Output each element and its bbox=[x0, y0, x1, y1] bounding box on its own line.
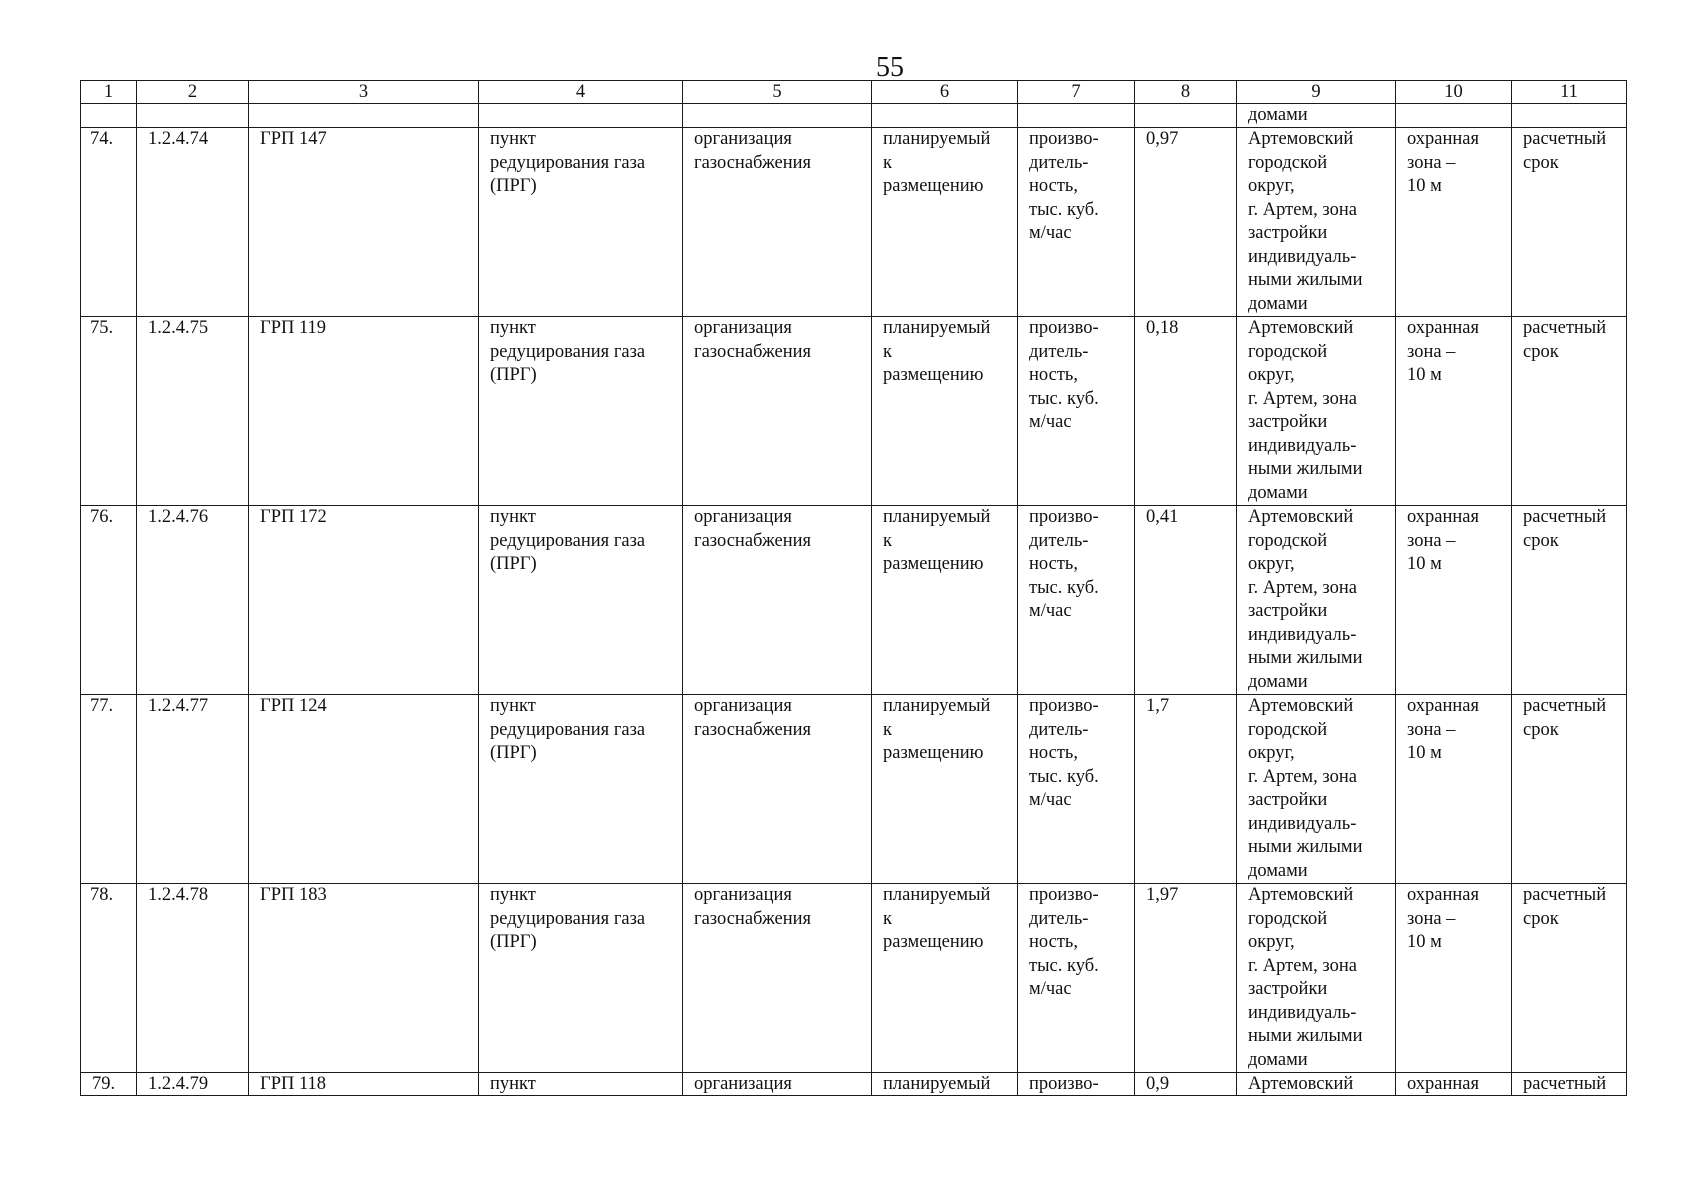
location-line: домами bbox=[1248, 482, 1308, 503]
protection-zone-line: зона – bbox=[1407, 530, 1456, 551]
location-line: ными жилыми bbox=[1248, 837, 1363, 857]
row-number: 74. bbox=[81, 128, 137, 317]
organization bbox=[683, 884, 872, 1073]
object-name: ГРП 147 bbox=[249, 128, 479, 317]
protection-zone-line: охранная bbox=[1407, 318, 1480, 338]
parameter-line: ность, bbox=[1029, 365, 1078, 385]
location-line: ными жилыми bbox=[1248, 648, 1363, 668]
parameter-line: м/час bbox=[1029, 790, 1072, 810]
object-code: 1.2.4.79 bbox=[137, 1073, 249, 1096]
column-number: 6 bbox=[872, 81, 1018, 104]
parameter-line: м/час bbox=[1029, 223, 1072, 243]
empty-cell bbox=[81, 104, 137, 128]
location-line: Артемовский bbox=[1248, 129, 1354, 149]
parameter-line: дитель- bbox=[1029, 530, 1089, 551]
protection-zone-line: охранная bbox=[1407, 696, 1480, 716]
status: планируемый bbox=[872, 1073, 1018, 1096]
location-line: городской bbox=[1248, 152, 1328, 173]
continuation-row bbox=[81, 104, 1627, 128]
protection-zone: охранная bbox=[1396, 1073, 1512, 1096]
table-row bbox=[81, 128, 1627, 317]
parameter-line: ность, bbox=[1029, 176, 1078, 196]
object-type-line: пункт bbox=[490, 696, 536, 716]
object-code: 1.2.4.76 bbox=[137, 506, 249, 695]
location-line: застройки bbox=[1248, 790, 1328, 810]
parameter-line: м/час bbox=[1029, 412, 1072, 432]
parameter-line: дитель- bbox=[1029, 341, 1089, 362]
parameter-line: дитель- bbox=[1029, 152, 1089, 173]
location-line: домами bbox=[1248, 860, 1308, 881]
location-line: застройки bbox=[1248, 412, 1328, 432]
parameter bbox=[1018, 884, 1135, 1073]
organization-line: газоснабжения bbox=[694, 152, 812, 173]
object-type-line: редуцирования газа bbox=[490, 341, 646, 362]
location-line: г. Артем, зона bbox=[1248, 388, 1357, 409]
organization-line: организация bbox=[694, 318, 792, 338]
location-line: городской bbox=[1248, 530, 1328, 551]
protection-zone-line: 10 м bbox=[1407, 365, 1442, 385]
object-code: 1.2.4.78 bbox=[137, 884, 249, 1073]
object-type-line: редуцирования газа bbox=[490, 152, 646, 173]
object-name: ГРП 124 bbox=[249, 695, 479, 884]
empty-cell bbox=[1018, 104, 1135, 128]
protection-zone bbox=[1396, 317, 1512, 506]
parameter-line: произво- bbox=[1029, 318, 1099, 338]
location-line: Артемовский bbox=[1248, 885, 1354, 905]
row-number: 75. bbox=[81, 317, 137, 506]
object-code: 1.2.4.77 bbox=[137, 695, 249, 884]
location-line: г. Артем, зона bbox=[1248, 199, 1357, 220]
status-line: к bbox=[883, 530, 892, 551]
location bbox=[1237, 695, 1396, 884]
protection-zone-line: охранная bbox=[1407, 507, 1480, 527]
status bbox=[872, 128, 1018, 317]
empty-cell bbox=[249, 104, 479, 128]
organization-line: организация bbox=[694, 129, 792, 149]
parameter bbox=[1018, 317, 1135, 506]
column-number: 1 bbox=[81, 81, 137, 104]
row-number: 78. bbox=[81, 884, 137, 1073]
object-type-line: (ПРГ) bbox=[490, 743, 537, 763]
table-row bbox=[81, 506, 1627, 695]
organization bbox=[683, 317, 872, 506]
object-type: пункт bbox=[479, 1073, 683, 1096]
object-type bbox=[479, 317, 683, 506]
column-number-row bbox=[81, 81, 1627, 104]
location-line: городской bbox=[1248, 908, 1328, 929]
status bbox=[872, 506, 1018, 695]
location bbox=[1237, 506, 1396, 695]
term-line: расчетный bbox=[1523, 129, 1607, 149]
column-number: 5 bbox=[683, 81, 872, 104]
object-type bbox=[479, 128, 683, 317]
parameter-value: 0,9 bbox=[1135, 1073, 1237, 1096]
term-line: расчетный bbox=[1523, 885, 1607, 905]
column-number: 7 bbox=[1018, 81, 1135, 104]
term bbox=[1512, 506, 1627, 695]
status bbox=[872, 317, 1018, 506]
object-type-line: (ПРГ) bbox=[490, 554, 537, 574]
location-line: застройки bbox=[1248, 223, 1328, 243]
term-line: расчетный bbox=[1523, 318, 1607, 338]
term-line: срок bbox=[1523, 152, 1559, 173]
parameter-line: дитель- bbox=[1029, 908, 1089, 929]
location-line: округ, bbox=[1248, 554, 1295, 574]
location-line: индивидуаль- bbox=[1248, 246, 1357, 267]
parameter-line: дитель- bbox=[1029, 719, 1089, 740]
location-line: округ, bbox=[1248, 743, 1295, 763]
status-line: размещению bbox=[883, 932, 984, 952]
protection-zone-line: 10 м bbox=[1407, 743, 1442, 763]
object-type-line: редуцирования газа bbox=[490, 719, 646, 740]
location-line: городской bbox=[1248, 719, 1328, 740]
parameter-value: 0,41 bbox=[1135, 506, 1237, 695]
parameter-line: тыс. куб. bbox=[1029, 577, 1099, 598]
table-row bbox=[81, 884, 1627, 1073]
object-type-line: (ПРГ) bbox=[490, 365, 537, 385]
object-type-line: (ПРГ) bbox=[490, 932, 537, 952]
object-name: ГРП 172 bbox=[249, 506, 479, 695]
location-line: ными жилыми bbox=[1248, 270, 1363, 290]
column-number: 2 bbox=[137, 81, 249, 104]
parameter-value: 1,7 bbox=[1135, 695, 1237, 884]
term-line: срок bbox=[1523, 908, 1559, 929]
organization-line: газоснабжения bbox=[694, 530, 812, 551]
object-name: ГРП 183 bbox=[249, 884, 479, 1073]
term: расчетный bbox=[1512, 1073, 1627, 1096]
location-line: г. Артем, зона bbox=[1248, 577, 1357, 598]
parameter-line: тыс. куб. bbox=[1029, 766, 1099, 787]
object-type-line: пункт bbox=[490, 318, 536, 338]
parameter-value: 0,18 bbox=[1135, 317, 1237, 506]
protection-zone-line: зона – bbox=[1407, 719, 1456, 740]
location-line: застройки bbox=[1248, 601, 1328, 621]
parameter bbox=[1018, 506, 1135, 695]
status-line: к bbox=[883, 719, 892, 740]
status bbox=[872, 695, 1018, 884]
parameter-line: тыс. куб. bbox=[1029, 199, 1099, 220]
location-line: ными жилыми bbox=[1248, 1026, 1363, 1046]
parameter-line: ность, bbox=[1029, 554, 1078, 574]
continuation-location: домами bbox=[1237, 104, 1396, 128]
status-line: размещению bbox=[883, 554, 984, 574]
empty-cell bbox=[137, 104, 249, 128]
object-name: ГРП 118 bbox=[249, 1073, 479, 1096]
status-line: к bbox=[883, 341, 892, 362]
protection-zone bbox=[1396, 884, 1512, 1073]
location bbox=[1237, 317, 1396, 506]
table-row bbox=[81, 1073, 1627, 1096]
organization-line: организация bbox=[694, 696, 792, 716]
parameter-line: ность, bbox=[1029, 743, 1078, 763]
parameter-value: 0,97 bbox=[1135, 128, 1237, 317]
status-line: к bbox=[883, 152, 892, 173]
protection-zone-line: зона – bbox=[1407, 341, 1456, 362]
object-type-line: пункт bbox=[490, 885, 536, 905]
location-line: округ, bbox=[1248, 176, 1295, 196]
location-line: Артемовский bbox=[1248, 507, 1354, 527]
parameter-line: произво- bbox=[1029, 129, 1099, 149]
organization-line: организация bbox=[694, 885, 792, 905]
protection-zone bbox=[1396, 695, 1512, 884]
location bbox=[1237, 884, 1396, 1073]
column-number: 11 bbox=[1512, 81, 1627, 104]
object-type-line: пункт bbox=[490, 507, 536, 527]
location-line: домами bbox=[1248, 293, 1308, 314]
status-line: планируемый bbox=[883, 696, 991, 716]
column-number: 4 bbox=[479, 81, 683, 104]
column-number: 3 bbox=[249, 81, 479, 104]
organization: организация bbox=[683, 1073, 872, 1096]
organization bbox=[683, 695, 872, 884]
location-line: г. Артем, зона bbox=[1248, 766, 1357, 787]
parameter-line: тыс. куб. bbox=[1029, 388, 1099, 409]
object-type bbox=[479, 695, 683, 884]
row-number: 79. bbox=[81, 1073, 137, 1096]
parameter: произво- bbox=[1018, 1073, 1135, 1096]
empty-cell bbox=[1135, 104, 1237, 128]
status-line: размещению bbox=[883, 365, 984, 385]
status-line: к bbox=[883, 908, 892, 929]
parameter-value: 1,97 bbox=[1135, 884, 1237, 1073]
organization-line: газоснабжения bbox=[694, 719, 812, 740]
status-line: размещению bbox=[883, 176, 984, 196]
parameter-line: м/час bbox=[1029, 979, 1072, 999]
term-line: срок bbox=[1523, 341, 1559, 362]
location-line: Артемовский bbox=[1248, 696, 1354, 716]
protection-zone bbox=[1396, 128, 1512, 317]
object-name: ГРП 119 bbox=[249, 317, 479, 506]
object-type-line: редуцирования газа bbox=[490, 908, 646, 929]
location: Артемовский bbox=[1237, 1073, 1396, 1096]
location-line: городской bbox=[1248, 341, 1328, 362]
status-line: размещению bbox=[883, 743, 984, 763]
row-number: 76. bbox=[81, 506, 137, 695]
object-type bbox=[479, 884, 683, 1073]
empty-cell bbox=[479, 104, 683, 128]
organization bbox=[683, 128, 872, 317]
protection-zone-line: 10 м bbox=[1407, 176, 1442, 196]
parameter-line: ность, bbox=[1029, 932, 1078, 952]
parameter-line: произво- bbox=[1029, 507, 1099, 527]
object-code: 1.2.4.74 bbox=[137, 128, 249, 317]
object-type-line: (ПРГ) bbox=[490, 176, 537, 196]
parameter bbox=[1018, 695, 1135, 884]
location-line: домами bbox=[1248, 1049, 1308, 1070]
empty-cell bbox=[683, 104, 872, 128]
parameter-line: произво- bbox=[1029, 696, 1099, 716]
protection-zone bbox=[1396, 506, 1512, 695]
location-line: индивидуаль- bbox=[1248, 1002, 1357, 1023]
status-line: планируемый bbox=[883, 885, 991, 905]
location-line: округ, bbox=[1248, 365, 1295, 385]
term bbox=[1512, 128, 1627, 317]
protection-zone-line: охранная bbox=[1407, 885, 1480, 905]
parameter-line: тыс. куб. bbox=[1029, 955, 1099, 976]
organization-line: организация bbox=[694, 507, 792, 527]
table-row bbox=[81, 695, 1627, 884]
location bbox=[1237, 128, 1396, 317]
status-line: планируемый bbox=[883, 318, 991, 338]
term bbox=[1512, 884, 1627, 1073]
protection-zone-line: зона – bbox=[1407, 908, 1456, 929]
object-code: 1.2.4.75 bbox=[137, 317, 249, 506]
protection-zone-line: 10 м bbox=[1407, 554, 1442, 574]
organization-line: газоснабжения bbox=[694, 908, 812, 929]
parameter-line: произво- bbox=[1029, 885, 1099, 905]
empty-cell bbox=[1396, 104, 1512, 128]
location-line: округ, bbox=[1248, 932, 1295, 952]
object-type-line: редуцирования газа bbox=[490, 530, 646, 551]
location-line: Артемовский bbox=[1248, 318, 1354, 338]
parameter-line: м/час bbox=[1029, 601, 1072, 621]
row-number: 77. bbox=[81, 695, 137, 884]
organization bbox=[683, 506, 872, 695]
term bbox=[1512, 695, 1627, 884]
term-line: срок bbox=[1523, 530, 1559, 551]
parameter bbox=[1018, 128, 1135, 317]
location-line: г. Артем, зона bbox=[1248, 955, 1357, 976]
column-number: 8 bbox=[1135, 81, 1237, 104]
protection-zone-line: 10 м bbox=[1407, 932, 1442, 952]
empty-cell bbox=[872, 104, 1018, 128]
page-number: 55 bbox=[876, 52, 904, 83]
location-line: домами bbox=[1248, 671, 1308, 692]
table-row bbox=[81, 317, 1627, 506]
column-number: 9 bbox=[1237, 81, 1396, 104]
term-line: расчетный bbox=[1523, 696, 1607, 716]
term-line: срок bbox=[1523, 719, 1559, 740]
status bbox=[872, 884, 1018, 1073]
protection-zone-line: охранная bbox=[1407, 129, 1480, 149]
location-line: индивидуаль- bbox=[1248, 435, 1357, 456]
term-line: расчетный bbox=[1523, 507, 1607, 527]
location-line: индивидуаль- bbox=[1248, 813, 1357, 834]
protection-zone-line: зона – bbox=[1407, 152, 1456, 173]
term bbox=[1512, 317, 1627, 506]
column-number: 10 bbox=[1396, 81, 1512, 104]
status-line: планируемый bbox=[883, 129, 991, 149]
location-line: индивидуаль- bbox=[1248, 624, 1357, 645]
location-line: застройки bbox=[1248, 979, 1328, 999]
objects-table bbox=[80, 80, 1627, 1096]
object-type bbox=[479, 506, 683, 695]
status-line: планируемый bbox=[883, 507, 991, 527]
location-line: ными жилыми bbox=[1248, 459, 1363, 479]
empty-cell bbox=[1512, 104, 1627, 128]
organization-line: газоснабжения bbox=[694, 341, 812, 362]
object-type-line: пункт bbox=[490, 129, 536, 149]
